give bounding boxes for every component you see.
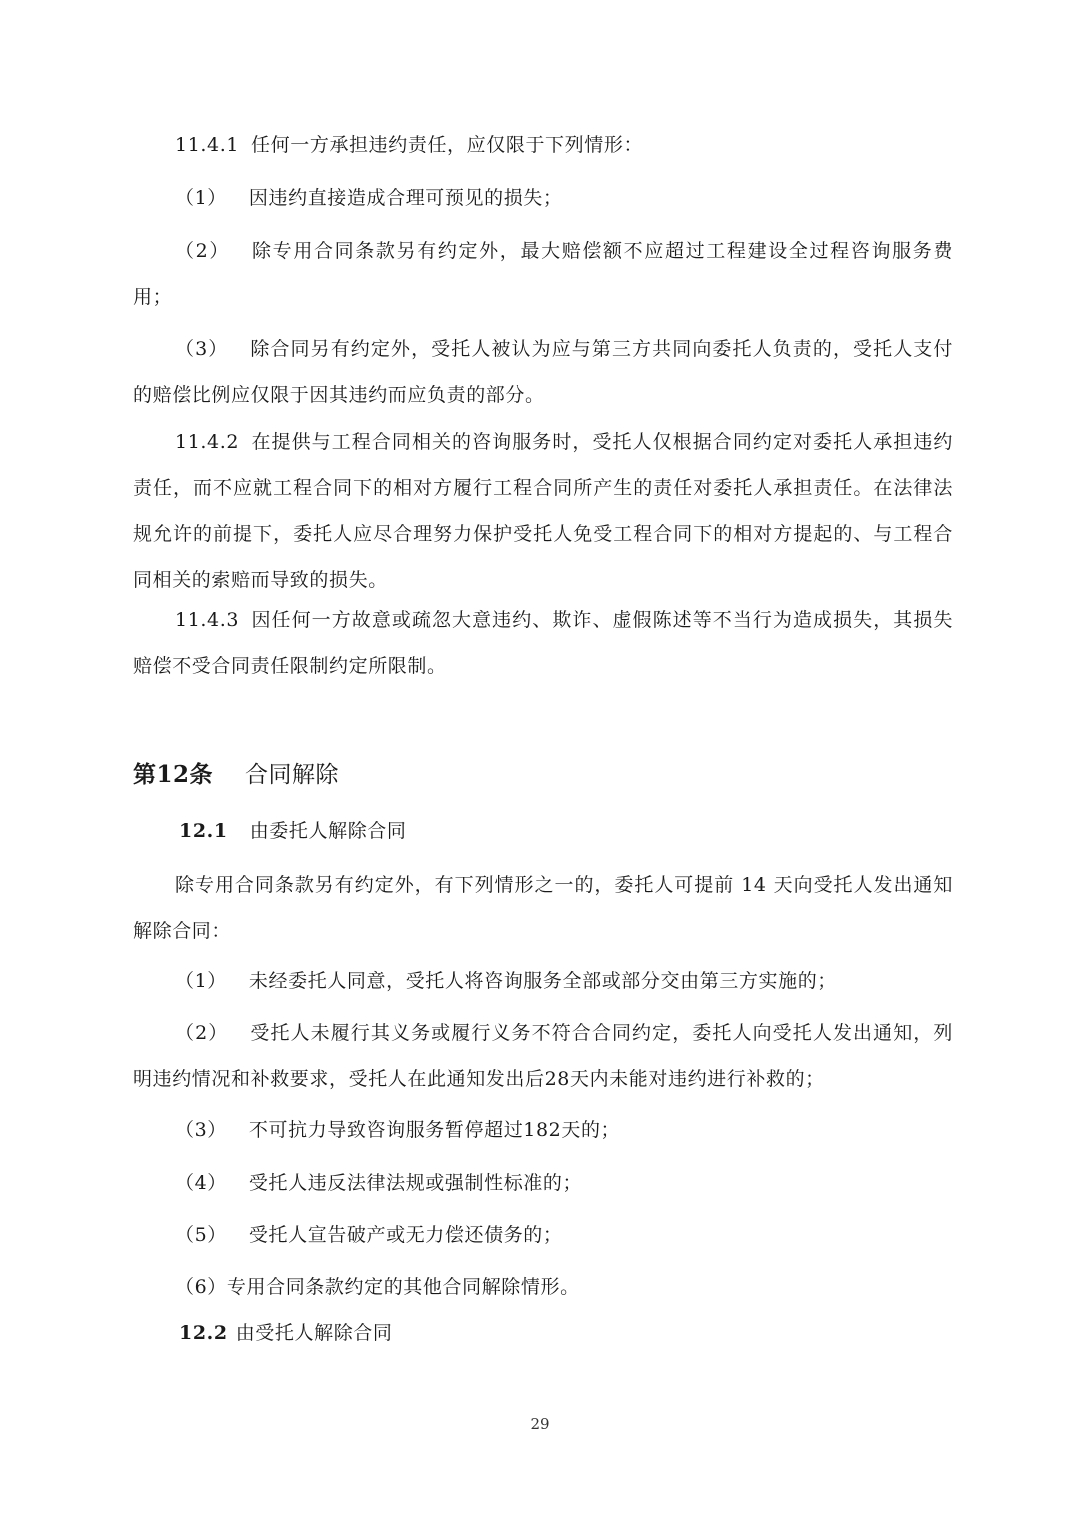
item-number: （3）	[175, 338, 229, 360]
clause-number: 11.4.2	[175, 431, 240, 453]
clause-11-4-2	[133, 419, 953, 603]
section-12-1-heading	[179, 808, 407, 854]
clause-11-4-1-item-3	[133, 326, 953, 418]
article-number: 第12条	[133, 761, 214, 788]
item-number: （5）	[175, 1224, 227, 1246]
item-text: 受托人宣告破产或无力偿还债务的；	[248, 1224, 563, 1246]
item-number: （3）	[175, 1119, 227, 1141]
clause-11-4-1-item-2	[133, 228, 953, 320]
item-number: （2）	[175, 240, 231, 262]
section-12-1-intro: 除专用合同条款另有约定外，有下列情形之一的，委托人可提前 14 天向受托人发出通知解除合同：	[133, 874, 953, 942]
section-title: 由受托人解除合同	[235, 1322, 393, 1344]
section-12-1-item-3	[133, 1107, 953, 1153]
clause-11-4-1-item-1	[133, 175, 953, 221]
item-text: 不可抗力导致咨询服务暂停超过182天的；	[248, 1119, 621, 1141]
section-12-1-item-1	[133, 958, 953, 1004]
item-text: 除专用合同条款另有约定外，最大赔偿额不应超过工程建设全过程咨询服务费用；	[133, 240, 953, 308]
article-12-heading	[133, 752, 339, 798]
section-12-2-heading	[179, 1310, 393, 1356]
clause-text: 在提供与工程合同相关的咨询服务时，受托人仅根据合同约定对委托人承担违约责任，而不应就工程合同下的相对方履行工程合同所产生的责任对委托人承担责任。在法律法规允许的前提下，委托人应尽合理努力保护受托人免受工程合同下的相对方提起的、与工程合同相关的索赔而导致的损失。	[133, 431, 953, 591]
item-number: （6）	[175, 1276, 227, 1298]
item-number: （1）	[175, 970, 227, 992]
item-text: 受托人未履行其义务或履行义务不符合合同约定，委托人向受托人发出通知，列明违约情况和补救要求，受托人在此通知发出后28天内未能对违约进行补救的；	[133, 1022, 953, 1090]
item-number: （1）	[175, 187, 227, 209]
page-number: 29	[530, 1415, 550, 1433]
section-number: 12.2	[179, 1322, 228, 1344]
section-12-1-item-2	[133, 1010, 953, 1102]
section-12-1-item-5	[133, 1212, 953, 1258]
item-number: （4）	[175, 1172, 227, 1194]
section-title: 由委托人解除合同	[249, 820, 407, 842]
section-number: 12.1	[179, 820, 228, 842]
clause-number: 11.4.1	[175, 134, 240, 156]
clause-text: 任何一方承担违约责任，应仅限于下列情形：	[251, 134, 644, 156]
item-text: 除合同另有约定外，受托人被认为应与第三方共同向委托人负责的，受托人支付的赔偿比例应仅限于因其违约而应负责的部分。	[133, 338, 953, 406]
item-text: 专用合同条款约定的其他合同解除情形。	[226, 1276, 580, 1298]
clause-text: 因任何一方故意或疏忽大意违约、欺诈、虚假陈述等不当行为造成损失，其损失赔偿不受合同责任限制约定所限制。	[133, 609, 953, 677]
section-12-1-item-6	[133, 1264, 953, 1310]
item-text: 受托人违反法律法规或强制性标准的；	[248, 1172, 583, 1194]
item-text: 因违约直接造成合理可预见的损失；	[248, 187, 563, 209]
clause-11-4-1	[133, 122, 953, 168]
clause-11-4-3	[133, 597, 953, 689]
article-title: 合同解除	[245, 762, 340, 788]
section-12-1-item-4	[133, 1160, 953, 1206]
clause-number: 11.4.3	[175, 609, 240, 631]
item-text: 未经委托人同意，受托人将咨询服务全部或部分交由第三方实施的；	[248, 970, 837, 992]
item-number: （2）	[175, 1022, 229, 1044]
